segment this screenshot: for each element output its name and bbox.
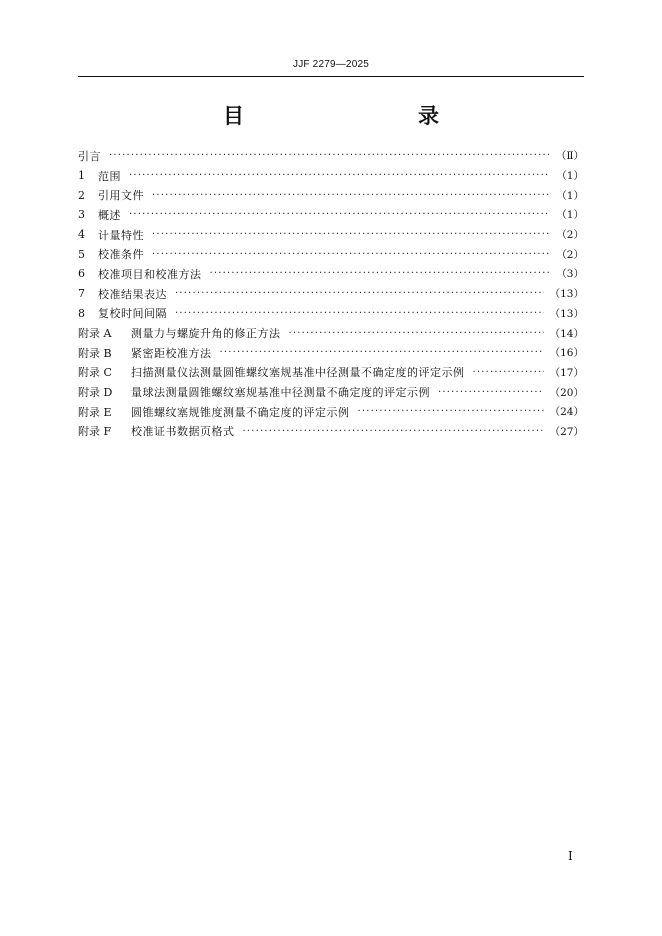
- toc-entry-title: 校准结果表达: [98, 287, 167, 301]
- page-number: Ⅰ: [568, 849, 573, 863]
- toc-entry-number: 附录 B: [78, 346, 112, 360]
- toc-entry-page: （24）: [549, 406, 584, 419]
- table-of-contents: [78, 146, 584, 441]
- toc-leader-dots: [289, 328, 544, 339]
- toc-leader-dots: [152, 249, 550, 260]
- toc-entry-title: 紧密距校准方法: [131, 346, 212, 360]
- toc-leader-dots: [152, 190, 550, 201]
- toc-entry-number: 6: [78, 267, 85, 281]
- toc-entry-number: 1: [78, 169, 85, 183]
- toc-entry-page: （16）: [549, 347, 584, 360]
- toc-entry-number: 4: [78, 228, 85, 242]
- toc-entry-title: 校准条件: [98, 248, 144, 262]
- toc-entry-title: 校准证书数据页格式: [131, 425, 235, 439]
- toc-entry-appendix-e[interactable]: [78, 402, 584, 422]
- toc-entry-page: （1）: [556, 189, 584, 202]
- toc-leader-dots: [175, 288, 544, 299]
- toc-leader-dots: [175, 308, 544, 319]
- toc-entry-title: 复校时间间隔: [98, 307, 167, 321]
- toc-entry-page: （1）: [556, 170, 584, 183]
- toc-entry-title: 测量力与螺旋升角的修正方法: [131, 327, 281, 341]
- toc-entry-2[interactable]: [78, 185, 584, 205]
- toc-entry-4[interactable]: [78, 225, 584, 245]
- toc-entry-6[interactable]: [78, 264, 584, 284]
- toc-entry-number: 附录 A: [78, 327, 112, 341]
- running-header: JJF 2279—2025: [293, 59, 369, 70]
- page-title: 目 录: [223, 104, 483, 128]
- toc-entry-title: 范围: [98, 169, 121, 183]
- toc-entry-page: （27）: [549, 425, 584, 438]
- toc-leader-dots: [358, 406, 544, 417]
- toc-leader-dots: [129, 209, 550, 220]
- toc-entry-title: 圆锥螺纹塞规锥度测量不确定度的评定示例: [131, 405, 350, 419]
- toc-entry-appendix-b[interactable]: [78, 343, 584, 363]
- toc-entry-page: （1）: [556, 209, 584, 222]
- toc-leader-dots: [109, 150, 550, 161]
- toc-entry-title: 扫描测量仪法测量圆锥螺纹塞规基准中径测量不确定度的评定示例: [131, 366, 465, 380]
- toc-entry-appendix-a[interactable]: [78, 323, 584, 343]
- toc-leader-dots: [473, 367, 544, 378]
- toc-leader-dots: [210, 268, 551, 279]
- toc-entry-title: 引用文件: [98, 189, 144, 203]
- toc-entry-number: 7: [78, 287, 85, 301]
- toc-entry-intro[interactable]: [78, 146, 584, 166]
- toc-entry-page: （2）: [556, 229, 584, 242]
- toc-entry-page: （13）: [549, 288, 584, 301]
- toc-leader-dots: [129, 170, 550, 181]
- toc-entry-page: （17）: [549, 366, 584, 379]
- toc-entry-appendix-f[interactable]: [78, 422, 584, 442]
- toc-leader-dots: [438, 387, 544, 398]
- toc-entry-title: 计量特性: [98, 228, 144, 242]
- toc-entry-page: （Ⅱ）: [555, 150, 584, 163]
- toc-entry-5[interactable]: [78, 244, 584, 264]
- toc-entry-number: 5: [78, 247, 85, 261]
- toc-entry-title: 概述: [98, 208, 121, 222]
- toc-entry-number: 附录 C: [78, 366, 112, 380]
- toc-leader-dots: [220, 347, 544, 358]
- toc-entry-7[interactable]: [78, 284, 584, 304]
- toc-entry-page: （13）: [549, 307, 584, 320]
- toc-entry-page: （20）: [549, 386, 584, 399]
- toc-entry-number: 附录 D: [78, 386, 113, 400]
- toc-entry-title: 量球法测量圆锥螺纹塞规基准中径测量不确定度的评定示例: [131, 386, 430, 400]
- toc-entry-number: 附录 E: [78, 405, 112, 419]
- toc-entry-appendix-d[interactable]: [78, 382, 584, 402]
- toc-entry-title: 校准项目和校准方法: [98, 267, 202, 281]
- toc-entry-number: 附录 F: [78, 425, 112, 439]
- toc-entry-number: 2: [78, 188, 85, 202]
- toc-entry-page: （2）: [556, 248, 584, 261]
- toc-entry-page: （14）: [549, 327, 584, 340]
- header-rule: [78, 76, 584, 77]
- toc-entry-title: 引言: [78, 149, 101, 163]
- toc-entry-appendix-c[interactable]: [78, 363, 584, 383]
- toc-entry-3[interactable]: [78, 205, 584, 225]
- toc-entry-number: 3: [78, 208, 85, 222]
- toc-leader-dots: [152, 229, 550, 240]
- toc-entry-number: 8: [78, 306, 85, 320]
- toc-entry-1[interactable]: [78, 166, 584, 186]
- toc-leader-dots: [243, 426, 544, 437]
- toc-entry-8[interactable]: [78, 304, 584, 324]
- toc-entry-page: （3）: [556, 268, 584, 281]
